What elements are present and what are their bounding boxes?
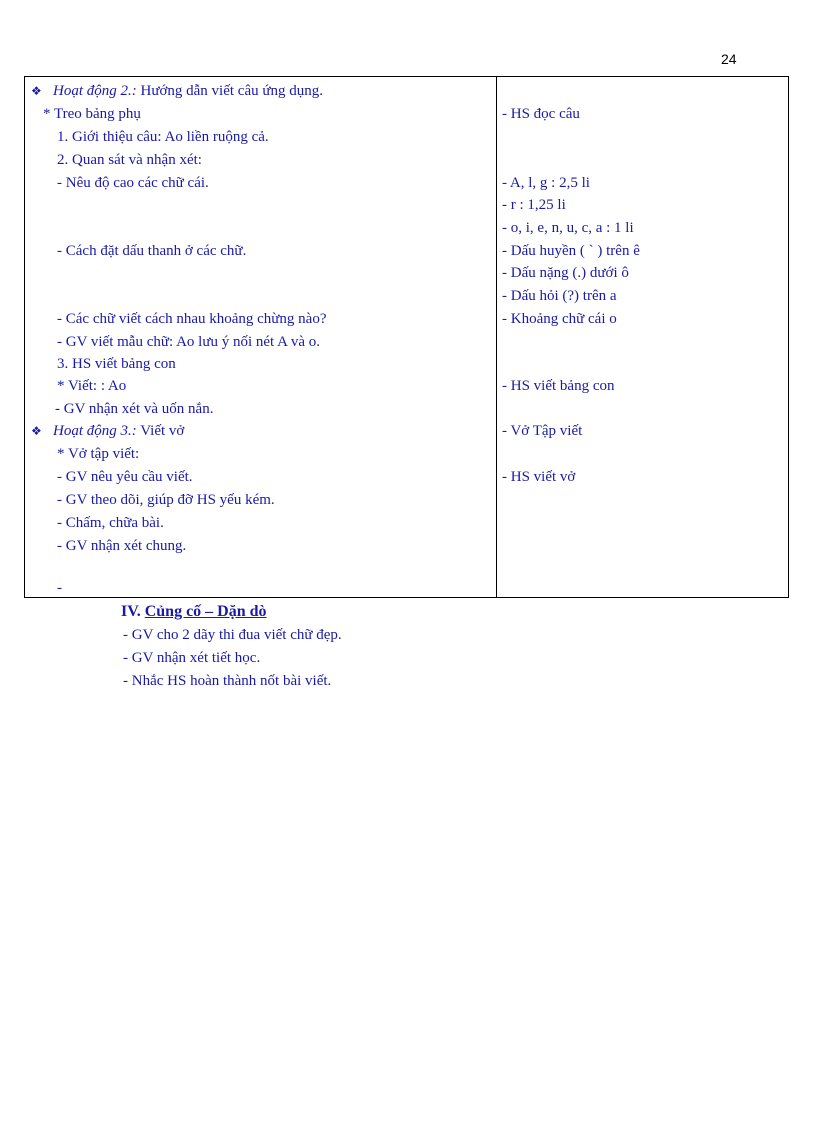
activity-2-label: Hoạt động 2.: (53, 83, 137, 99)
activity-3-heading (53, 422, 184, 440)
activity-3-label: Hoạt động 3.: (53, 423, 137, 439)
dash-item-theo-doi: - GV theo dõi, giúp đỡ HS yếu kém. (57, 492, 275, 508)
section-4-number: IV. (121, 603, 141, 620)
right-do-cao-1: - o, i, e, n, u, c, a : 1 li (502, 220, 634, 236)
right-dau-nang: - Dấu nặng (.) dưới ô (502, 265, 629, 281)
dash-item-viet-mau: - GV viết mẫu chữ: Ao lưu ý nối nét A và o. (57, 334, 321, 350)
section-4-item: - GV cho 2 dãy thi đua viết chữ đẹp. (123, 627, 342, 643)
dash-item-khoang-cach: - Các chữ viết cách nhau khoảng chừng nào? (57, 311, 327, 327)
lesson-table (24, 76, 789, 598)
dash-item-do-cao: - Nêu độ cao các chữ cái. (57, 175, 209, 191)
section-4-title: Củng cố – Dặn dò (144, 603, 267, 620)
viet-ao: * Viết: : Ao (57, 378, 127, 394)
diamond-bullet-icon: ❖ (31, 84, 42, 98)
right-dau-hoi: - Dấu hỏi (?) trên a (502, 288, 617, 304)
right-vo-tap-viet: - Vở Tập viết (502, 423, 583, 439)
right-do-cao-125: - r : 1,25 li (502, 197, 566, 213)
dash-item-empty: - (57, 580, 62, 596)
vo-tap-viet: * Vở tập viết: (57, 446, 140, 462)
diamond-bullet-icon: ❖ (31, 424, 42, 438)
dash-item-yeu-cau: - GV nêu yêu cầu viết. (57, 469, 193, 485)
dash-item-nhan-xet-chung: - GV nhận xét chung. (57, 538, 187, 554)
section-4-item: - Nhắc HS hoàn thành nốt bài viết. (123, 673, 332, 689)
right-dau-huyen: - Dấu huyền ( ` ) trên ê (502, 243, 640, 259)
activity-3-title: Viết vở (136, 423, 185, 439)
right-hs-viet-bang-con: - HS viết bảng con (502, 378, 615, 394)
step-2: 2. Quan sát và nhận xét: (57, 152, 202, 168)
right-khoang-chu: - Khoảng chữ cái o (502, 311, 617, 327)
right-hs-viet-vo: - HS viết vở (502, 469, 576, 485)
gv-nhan-xet: - GV nhận xét và uốn nắn. (55, 401, 214, 417)
step-1: 1. Giới thiệu câu: Ao liền ruộng cả. (57, 129, 269, 145)
section-4-heading (121, 602, 267, 622)
step-3: 3. HS viết bảng con (57, 356, 176, 372)
activity-2-title: Hướng dẫn viết câu ứng dụng. (136, 83, 323, 99)
right-do-cao-25: - A, l, g : 2,5 li (502, 175, 590, 191)
right-hs-doc-cau: - HS đọc câu (502, 106, 580, 122)
activity-2-heading (53, 82, 323, 100)
section-4-item: - GV nhận xét tiết học. (123, 650, 261, 666)
page-number: 24 (721, 51, 737, 67)
dash-item-cham-chua: - Chấm, chữa bài. (57, 515, 164, 531)
treo-bang-phu: * Treo bảng phụ (43, 106, 141, 122)
column-divider (496, 77, 497, 597)
dash-item-dau-thanh: - Cách đặt dấu thanh ở các chữ. (57, 243, 247, 259)
